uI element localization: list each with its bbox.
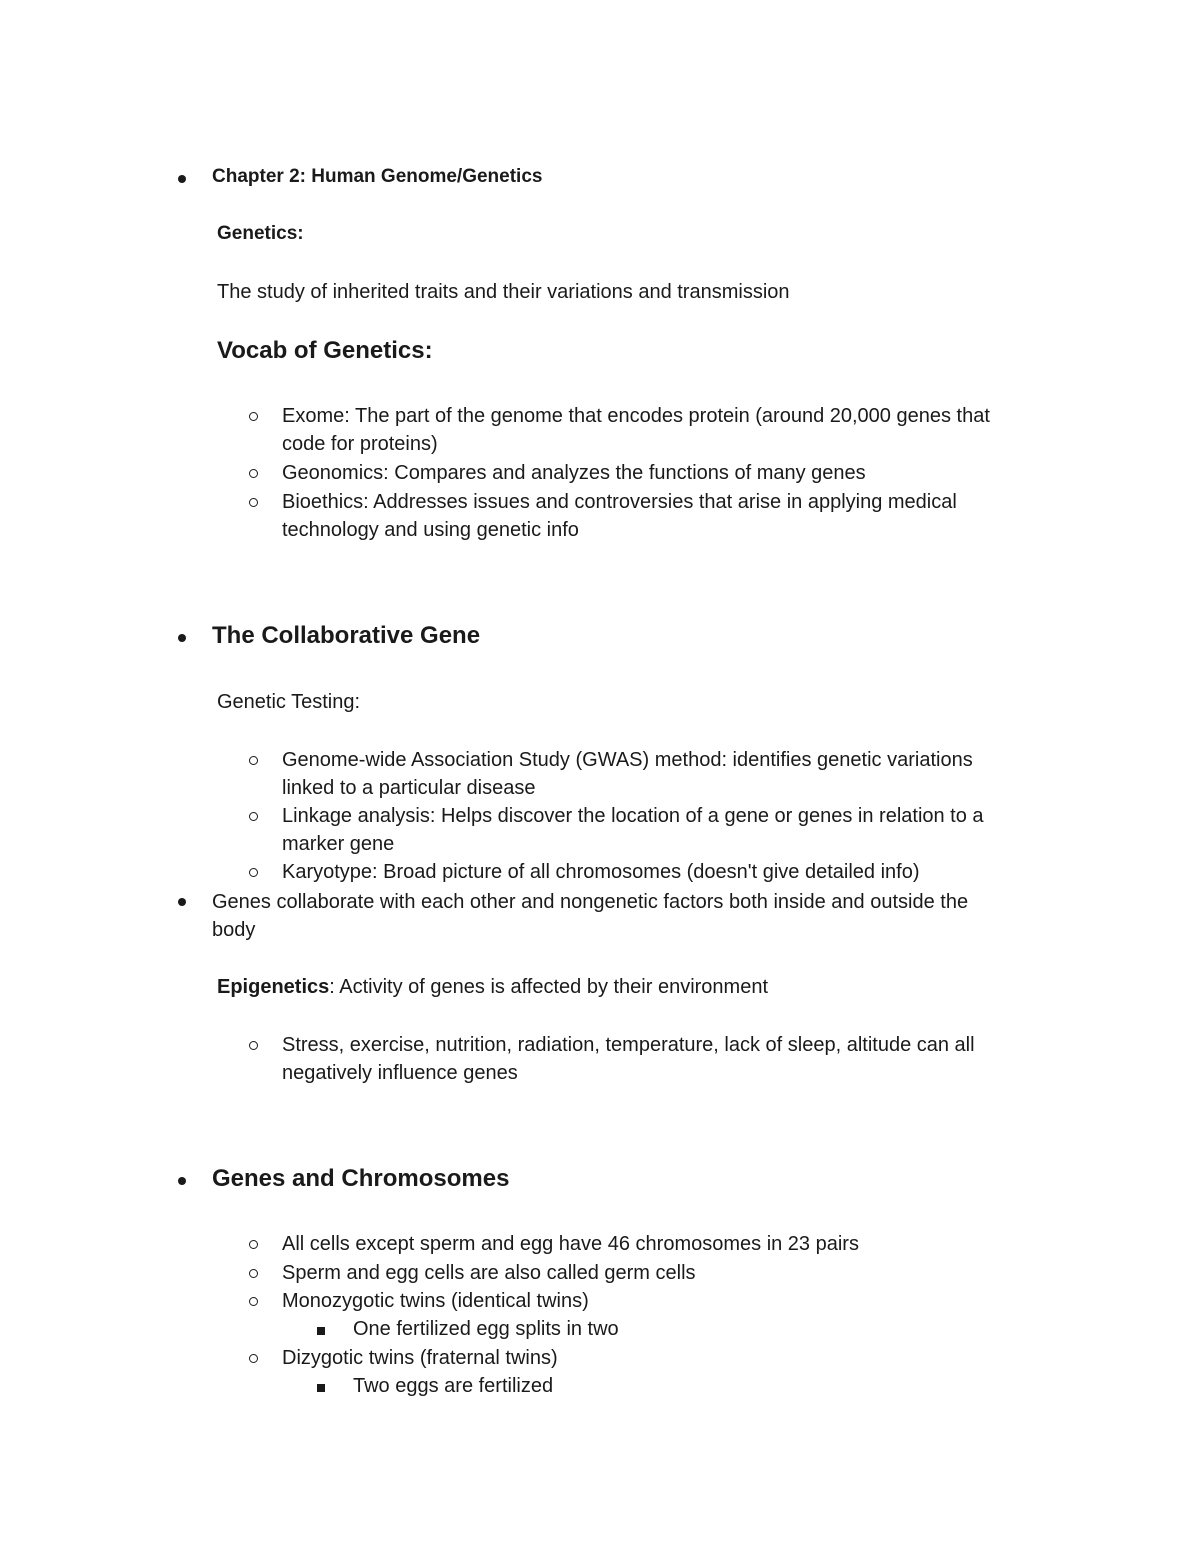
square-bullet-icon [317,1384,325,1392]
testing-linkage-line1: Linkage analysis: Helps discover the location of a gene or genes in relation to a [282,805,984,827]
chapter-heading: Chapter 2: Human Genome/Genetics [212,166,543,187]
circle-bullet-icon [249,498,258,507]
sub-item-dizygotic: Two eggs are fertilized [353,1375,554,1397]
vocab-geonomics: Geonomics: Compares and analyzes the functions of many genes [282,462,866,484]
chromosomes-item: Sperm and egg cells are also called germ cells [282,1262,696,1284]
sub-item-monozygotic: One fertilized egg splits in two [353,1318,619,1340]
circle-bullet-icon [249,756,258,765]
chromosomes-item: All cells except sperm and egg have 46 chromosomes in 23 pairs [282,1233,859,1255]
collaborate-line2: body [212,919,256,941]
genes-chromosomes-heading: Genes and Chromosomes [212,1165,510,1192]
vocab-exome-line1: Exome: The part of the genome that encodes protein (around 20,000 genes that [282,405,990,427]
circle-bullet-icon [249,412,258,421]
circle-bullet-icon [249,868,258,877]
vocab-bioethics-line2: technology and using genetic info [282,519,579,541]
circle-bullet-icon [249,1297,258,1306]
testing-linkage-line2: marker gene [282,833,395,855]
circle-bullet-icon [249,812,258,821]
epigenetics-definition: : Activity of genes is affected by their environment [329,976,769,998]
testing-gwas-line2: linked to a particular disease [282,777,536,799]
collaborate-line1: Genes collaborate with each other and nongenetic factors both inside and outside the [212,891,969,913]
square-bullet-icon [317,1327,325,1335]
epigenetics-line [217,973,768,1001]
vocab-heading: Vocab of Genetics: [217,337,433,364]
epigenetics-term: Epigenetics [217,976,330,998]
epigenetics-factors-line2: negatively influence genes [282,1062,518,1084]
testing-gwas-line1: Genome-wide Association Study (GWAS) method: identifies genetic variations [282,749,973,771]
circle-bullet-icon [249,1269,258,1278]
genetic-testing-label: Genetic Testing: [217,691,361,713]
testing-karyotype: Karyotype: Broad picture of all chromosomes (doesn't give detailed info) [282,861,920,883]
bullet-icon [178,898,186,906]
chromosomes-item: Monozygotic twins (identical twins) [282,1290,589,1312]
genetics-label: Genetics: [217,223,304,244]
vocab-bioethics-line1: Bioethics: Addresses issues and controversies that arise in applying medical [282,491,957,513]
genetics-definition: The study of inherited traits and their variations and transmission [217,281,790,303]
epigenetics-factors-line1: Stress, exercise, nutrition, radiation, temperature, lack of sleep, altitude can all [282,1034,975,1056]
circle-bullet-icon [249,1354,258,1363]
bullet-icon [178,175,186,183]
bullet-icon [178,1177,186,1185]
collaborative-gene-heading: The Collaborative Gene [212,622,481,649]
bullet-icon [178,634,186,642]
circle-bullet-icon [249,1240,258,1249]
circle-bullet-icon [249,469,258,478]
chromosomes-item: Dizygotic twins (fraternal twins) [282,1347,558,1369]
circle-bullet-icon [249,1041,258,1050]
vocab-exome-line2: code for proteins) [282,433,438,455]
